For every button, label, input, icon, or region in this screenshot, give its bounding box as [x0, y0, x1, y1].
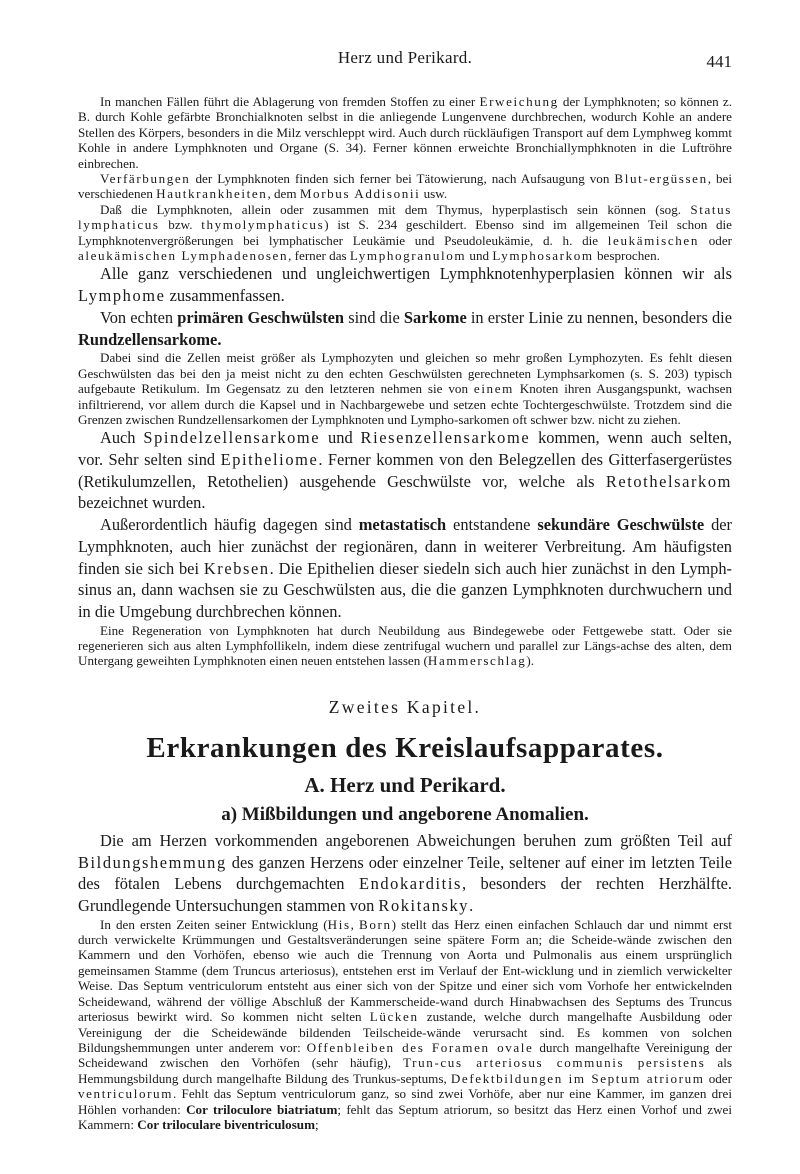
subsection-heading: a) Mißbildungen und angeborene Anomalien.	[221, 803, 589, 825]
section-heading: A. Herz und Perikard.	[304, 772, 506, 797]
paragraph-rundzellen: Dabei sind die Zellen meist größer als Lymphozyten und gleichen so mehr großen Lymphozyten. Es fehlt diesen Geschwülsten das bei den ja meist nicht zu den echten Geschwülsten gerechneten Lymphsarkomen (s. S. 203) typisch aufgebaute Retikulum. Im Gegensatz zu den letzteren nehmen sie von einem Knoten ihren Ausgangspunkt, wachsen infiltrierend, vor allem durch die Kapsel und in Nachbargewebe und setzen echte Tochtergeschwülste. Trotzdem sind die Grenzen zwischen Rundzellensarkomen der Lymphknoten und Lympho-sarkomen oft schwer bzw. nicht zu ziehen.	[78, 350, 733, 427]
paragraph-verfaerbungen: Verfärbungen der Lymphknoten finden sich ferner bei Tätowierung, nach Aufsaugung von Blut-ergüssen, bei verschiedenen Hautkrankheiten, dem Morbus Addisonii usw.	[78, 171, 732, 202]
paragraph-erweichung: In manchen Fällen führt die Ablagerung von fremden Stoffen zu einer Erweichung der Lymphknoten; so können z. B. durch Kohle gefärbte Bronchialknoten selbst in die anliegende Lungenvene durchbrechen, wodurch Kohle an andere Stellen des Körpers, besonders in die Milz verschleppt wird. Auch durch rückläufigen Transport auf dem Lymphweg kommt Kohle in andere Lymphknoten und Organe (S. 34). Ferner können erweichte Bronchiallymphknoten in die Luftröhre einbrechen.	[78, 94, 732, 171]
paragraph-metastasen: Außerordentlich häufig dagegen sind metastatisch entstandene sekundäre Geschwülste der Lymphknoten, auch hier zunächst der regionären, dann in weiterer Verbreitung. Am häufigsten finden sie sich bei Krebsen. Die Epithelien dieser siedeln sich auch hier zunächst in den Lymph-sinus an, dann wachsen sie zu Geschwülsten aus, die die ganzen Lymphknoten durchwuchern und in die Umgebung durchbrechen können.	[78, 515, 733, 621]
paragraph-bildungshemmung: Die am Herzen vorkommenden angeborenen Abweichungen beruhen zum größten Teil auf Bildungshemmung des ganzen Herzens oder einzelner Teile, seltener auf einer im letzten Teile des fötalen Lebens durchgemachten Endokarditis, besonders der rechten Herzhälfte. Grundlegende Untersuchungen stammen von Rokitansky.	[78, 830, 732, 915]
page-number: 441	[706, 52, 732, 71]
paragraph-lymphome: Alle ganz verschiedenen und ungleichwertigen Lymphknotenhyperplasien können wir als Lymphome zusammenfassen.	[78, 264, 732, 306]
paragraph-sarkome: Von echten primären Geschwülsten sind die Sarkome in erster Linie zu nennen, besonders die Rundzellensarkome.	[78, 307, 733, 349]
chapter-label: Zweites Kapitel.	[328, 696, 482, 717]
running-title: Herz und Perikard.	[337, 48, 473, 67]
paragraph-status-lymphaticus: Daß die Lymphknoten, allein oder zusammen mit dem Thymus, hyperplastisch sein können (sog. Status lymphaticus bzw. thymolymphaticus) ist S. 234 geschildert. Ebenso sind im allgemeinen Teil schon die Lymphknotenvergrößerungen bei lymphatischer Leukämie und Pseudoleukämie, d. h. die leukämischen oder aleukämischen Lymphadenosen, ferner das Lymphogranulom und Lymphosarkom besprochen.	[78, 201, 732, 264]
chapter-title: Erkrankungen des Kreislaufsapparates.	[146, 731, 664, 764]
paragraph-entwicklung: In den ersten Zeiten seiner Entwicklung (His, Born) stellt das Herz einen einfachen Schlauch dar und nimmt erst durch verwickelte Krümmungen und Gestaltsveränderungen seine spätere Form an; die Scheide-wände zwischen den Kammern und den Vorhöfen, ebenso wie auch die Trennung von Aorta und Pulmonalis aus einem ursprünglich gemeinsamen Stamme (dem Truncus arteriosus), entstehen erst im Verlauf der Ent-wicklung und in ziemlich verwickelter Weise. Das Septum ventriculorum entsteht aus einer sich von der Spitze und einer sich vom Vorhofe her entwickelnden Scheidewand, während der völlige Abschluß der Kammerscheide-wand durch Hinabwachsen des Septums des Truncus arteriosus bewirkt wird. So kommen nicht selten Lücken zustande, welche durch mangelhafte Ausbildung oder Vereinigung der die Scheidewände bildenden Teilscheide-wände verursacht sind. Es kommen von solchen Bildungshemmungen unter anderem vor: Offenbleiben des Foramen ovale durch mangelhafte Vereinigung der Scheidewand zwischen den Vorhöfen (sehr häufig), Trun-cus arteriosus communis persistens als Hemmungsbildung durch mangelhafte Bildung des Trunkus-septums, Defektbildungen im Septum atriorum oder ventriculorum. Fehlt das Septum ventriculorum ganz, so sind zwei Vorhöfe, aber nur eine Kammer, im ganzen drei Höhlen vorhanden: Cor triloculore biatriatum; fehlt das Septum atriorum, so besitzt das Herz einen Vorhof und zwei Kammern: Cor triloculare biventriculosum;	[78, 916, 733, 1132]
paragraph-regeneration: Eine Regeneration von Lymphknoten hat durch Neubildung aus Bindegewebe oder Fettgewebe statt. Oder sie regenerieren sich aus alten Lymphfollikeln, indem diese zentrifugal wuchern und parallel zur Längs-achse des alten, dem Untergang geweihten Lymphknoten einen neuen entstehen lassen (Hammerschlag).	[78, 622, 732, 669]
text-body	[78, 94, 732, 1132]
paragraph-spindelzellen: Auch Spindelzellensarkome und Riesenzellensarkome kommen, wenn auch selten, vor. Sehr selten sind Epitheliome. Ferner kommen von den Belegzellen des Gitterfasergerüstes (Retikulumzellen, Retothelien) ausgehende Geschwülste vor, welche als Retothelsarkom bezeichnet wurden.	[78, 428, 733, 513]
running-head	[78, 48, 732, 72]
